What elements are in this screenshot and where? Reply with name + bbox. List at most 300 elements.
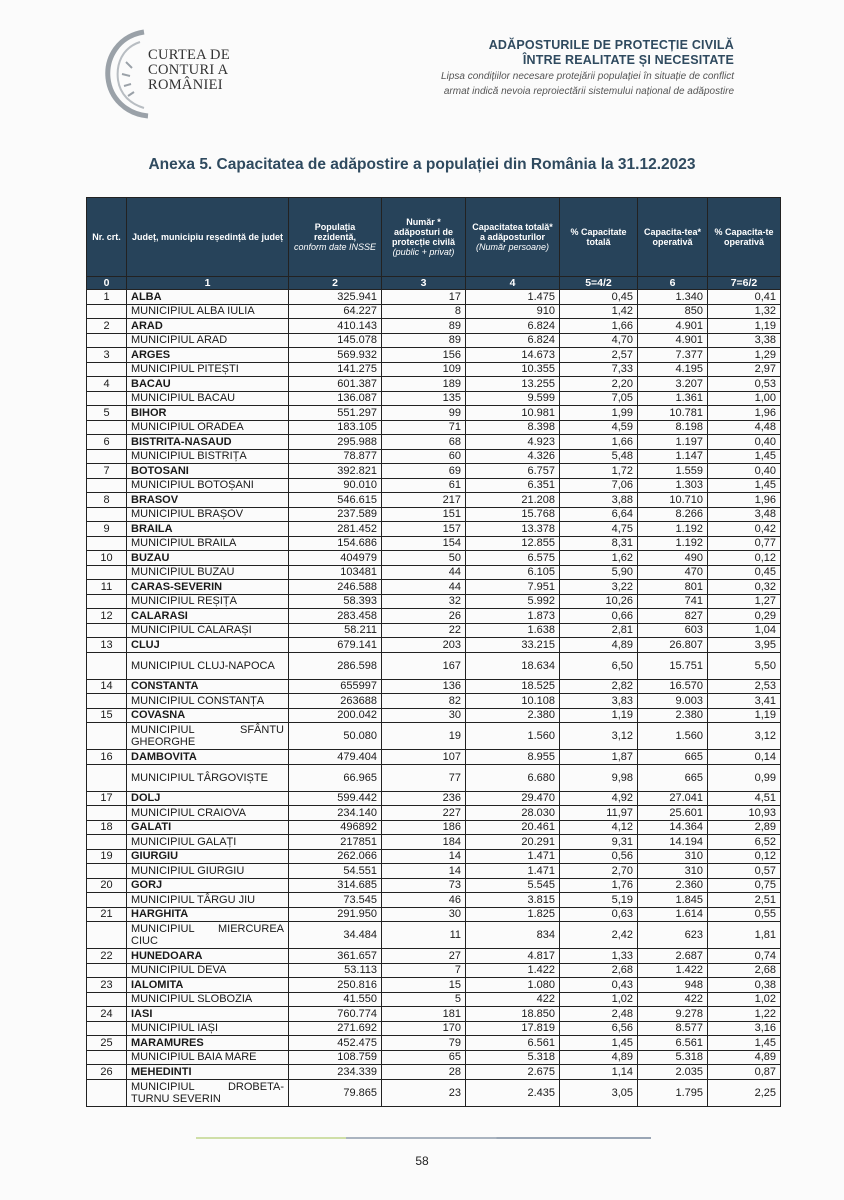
operative-capacity-percent-cell: 0,42 bbox=[708, 522, 781, 537]
operative-capacity-cell: 623 bbox=[638, 922, 708, 949]
county-row bbox=[87, 708, 781, 723]
operative-capacity-percent-cell: 1,04 bbox=[708, 623, 781, 638]
unit-name-cell: MUNICIPIUL SLOBOZIA bbox=[127, 992, 289, 1007]
footer-divider bbox=[196, 1137, 651, 1139]
operative-capacity-cell: 10.710 bbox=[638, 493, 708, 508]
total-capacity-cell: 2.675 bbox=[466, 1065, 560, 1080]
population-cell: 145.078 bbox=[289, 333, 382, 348]
total-capacity-cell: 10.108 bbox=[466, 694, 560, 709]
population-cell: 58.393 bbox=[289, 594, 382, 609]
total-capacity-cell: 4.817 bbox=[466, 949, 560, 964]
row-number-cell bbox=[87, 963, 127, 978]
unit-name-cell: MUNICIPIUL DROBETA-TURNU SEVERIN bbox=[127, 1079, 289, 1106]
total-capacity-cell: 5.318 bbox=[466, 1050, 560, 1065]
operative-capacity-cell: 948 bbox=[638, 978, 708, 993]
total-capacity-percent-cell: 1,99 bbox=[560, 406, 638, 421]
operative-capacity-percent-cell: 0,41 bbox=[708, 290, 781, 305]
total-capacity-percent-cell: 2,68 bbox=[560, 963, 638, 978]
county-row bbox=[87, 820, 781, 835]
logo-text bbox=[148, 48, 230, 93]
operative-capacity-percent-cell: 1,19 bbox=[708, 708, 781, 723]
column-header: Populația rezidentă, conform date INSSE bbox=[289, 198, 382, 277]
total-capacity-percent-cell: 3,05 bbox=[560, 1079, 638, 1106]
municipality-row bbox=[87, 835, 781, 850]
operative-capacity-cell: 1.303 bbox=[638, 478, 708, 493]
operative-capacity-cell: 7.377 bbox=[638, 348, 708, 363]
municipality-row bbox=[87, 507, 781, 522]
unit-name-cell: MUNICIPIUL BAIA MARE bbox=[127, 1050, 289, 1065]
unit-name-cell: BIHOR bbox=[127, 406, 289, 421]
total-capacity-percent-cell: 1,66 bbox=[560, 319, 638, 334]
total-capacity-percent-cell: 0,43 bbox=[560, 978, 638, 993]
population-cell: 64.227 bbox=[289, 304, 382, 319]
shelter-count-cell: 23 bbox=[382, 1079, 466, 1106]
row-number-cell: 7 bbox=[87, 464, 127, 479]
operative-capacity-cell: 1.340 bbox=[638, 290, 708, 305]
column-header: Capacita-tea* operativă bbox=[638, 198, 708, 277]
operative-capacity-cell: 310 bbox=[638, 864, 708, 879]
total-capacity-cell: 18.634 bbox=[466, 652, 560, 679]
column-number: 0 bbox=[87, 277, 127, 290]
total-capacity-cell: 3.815 bbox=[466, 893, 560, 908]
total-capacity-percent-cell: 4,70 bbox=[560, 333, 638, 348]
report-header bbox=[441, 38, 734, 98]
row-number-cell bbox=[87, 391, 127, 406]
shelter-count-cell: 32 bbox=[382, 594, 466, 609]
total-capacity-cell: 5.545 bbox=[466, 878, 560, 893]
municipality-row bbox=[87, 333, 781, 348]
total-capacity-percent-cell: 7,33 bbox=[560, 362, 638, 377]
shelter-count-cell: 135 bbox=[382, 391, 466, 406]
unit-name-cell: DOLJ bbox=[127, 791, 289, 806]
row-number-cell: 16 bbox=[87, 750, 127, 765]
unit-name-cell: MUNICIPIUL ALBA IULIA bbox=[127, 304, 289, 319]
total-capacity-percent-cell: 1,33 bbox=[560, 949, 638, 964]
column-header: % Capacitate totală bbox=[560, 198, 638, 277]
shelter-count-cell: 109 bbox=[382, 362, 466, 377]
unit-name-cell: GIURGIU bbox=[127, 849, 289, 864]
total-capacity-cell: 6.824 bbox=[466, 319, 560, 334]
operative-capacity-cell: 1.192 bbox=[638, 522, 708, 537]
population-cell: 569.932 bbox=[289, 348, 382, 363]
total-capacity-cell: 5.992 bbox=[466, 594, 560, 609]
row-number-cell bbox=[87, 449, 127, 464]
unit-name-cell: CALARASI bbox=[127, 609, 289, 624]
unit-name-cell: BRASOV bbox=[127, 493, 289, 508]
column-header: Număr * adăposturi de protecție civilă (public + privat) bbox=[382, 198, 466, 277]
operative-capacity-percent-cell: 1,00 bbox=[708, 391, 781, 406]
county-row bbox=[87, 679, 781, 694]
total-capacity-cell: 12.855 bbox=[466, 536, 560, 551]
total-capacity-percent-cell: 6,56 bbox=[560, 1021, 638, 1036]
total-capacity-cell: 1.873 bbox=[466, 609, 560, 624]
table-header-row bbox=[87, 198, 781, 277]
row-number-cell bbox=[87, 1050, 127, 1065]
total-capacity-cell: 422 bbox=[466, 992, 560, 1007]
total-capacity-percent-cell: 2,57 bbox=[560, 348, 638, 363]
row-number-cell: 13 bbox=[87, 638, 127, 653]
row-number-cell bbox=[87, 1079, 127, 1106]
total-capacity-cell: 1.422 bbox=[466, 963, 560, 978]
total-capacity-cell: 4.923 bbox=[466, 435, 560, 450]
population-cell: 234.339 bbox=[289, 1065, 382, 1080]
total-capacity-cell: 6.351 bbox=[466, 478, 560, 493]
unit-name-cell: IASI bbox=[127, 1007, 289, 1022]
operative-capacity-cell: 827 bbox=[638, 609, 708, 624]
shelter-count-cell: 227 bbox=[382, 806, 466, 821]
operative-capacity-cell: 1.845 bbox=[638, 893, 708, 908]
operative-capacity-cell: 8.577 bbox=[638, 1021, 708, 1036]
shelter-count-cell: 189 bbox=[382, 377, 466, 392]
column-header: Capacitatea totală* a adăposturilor (Număr persoane) bbox=[466, 198, 560, 277]
operative-capacity-cell: 741 bbox=[638, 594, 708, 609]
total-capacity-percent-cell: 11,97 bbox=[560, 806, 638, 821]
operative-capacity-percent-cell: 0,74 bbox=[708, 949, 781, 964]
shelter-count-cell: 184 bbox=[382, 835, 466, 850]
shelter-count-cell: 22 bbox=[382, 623, 466, 638]
total-capacity-percent-cell: 2,70 bbox=[560, 864, 638, 879]
operative-capacity-percent-cell: 10,93 bbox=[708, 806, 781, 821]
shelter-count-cell: 89 bbox=[382, 333, 466, 348]
population-cell: 90.010 bbox=[289, 478, 382, 493]
unit-name-cell: ARAD bbox=[127, 319, 289, 334]
operative-capacity-percent-cell: 3,12 bbox=[708, 723, 781, 750]
unit-name-cell: MEHEDINTI bbox=[127, 1065, 289, 1080]
unit-name-cell: MUNICIPIUL CONSTANȚA bbox=[127, 694, 289, 709]
population-cell: 410.143 bbox=[289, 319, 382, 334]
shelter-count-cell: 157 bbox=[382, 522, 466, 537]
population-cell: 281.452 bbox=[289, 522, 382, 537]
unit-name-cell: MUNICIPIUL CLUJ-NAPOCA bbox=[127, 652, 289, 679]
annex-title: Anexa 5. Capacitatea de adăpostire a populației din România la 31.12.2023 bbox=[148, 156, 696, 173]
county-row bbox=[87, 978, 781, 993]
municipality-row bbox=[87, 304, 781, 319]
population-cell: 286.598 bbox=[289, 652, 382, 679]
operative-capacity-percent-cell: 4,89 bbox=[708, 1050, 781, 1065]
total-capacity-cell: 6.680 bbox=[466, 764, 560, 791]
shelter-count-cell: 14 bbox=[382, 864, 466, 879]
total-capacity-cell: 1.638 bbox=[466, 623, 560, 638]
total-capacity-cell: 20.461 bbox=[466, 820, 560, 835]
total-capacity-percent-cell: 4,89 bbox=[560, 638, 638, 653]
total-capacity-percent-cell: 2,48 bbox=[560, 1007, 638, 1022]
population-cell: 53.113 bbox=[289, 963, 382, 978]
shelter-count-cell: 236 bbox=[382, 791, 466, 806]
operative-capacity-percent-cell: 0,75 bbox=[708, 878, 781, 893]
population-cell: 58.211 bbox=[289, 623, 382, 638]
column-number: 1 bbox=[127, 277, 289, 290]
operative-capacity-percent-cell: 0,57 bbox=[708, 864, 781, 879]
population-cell: 546.615 bbox=[289, 493, 382, 508]
row-number-cell: 25 bbox=[87, 1036, 127, 1051]
unit-name-cell: MUNICIPIUL REȘIȚA bbox=[127, 594, 289, 609]
operative-capacity-percent-cell: 1,29 bbox=[708, 348, 781, 363]
total-capacity-percent-cell: 6,50 bbox=[560, 652, 638, 679]
row-number-cell: 19 bbox=[87, 849, 127, 864]
shelter-count-cell: 186 bbox=[382, 820, 466, 835]
total-capacity-cell: 13.255 bbox=[466, 377, 560, 392]
operative-capacity-percent-cell: 2,97 bbox=[708, 362, 781, 377]
shelter-count-cell: 27 bbox=[382, 949, 466, 964]
total-capacity-cell: 29.470 bbox=[466, 791, 560, 806]
total-capacity-percent-cell: 3,83 bbox=[560, 694, 638, 709]
table-body bbox=[87, 290, 781, 1107]
unit-name-cell: BISTRITA-NASAUD bbox=[127, 435, 289, 450]
total-capacity-cell: 834 bbox=[466, 922, 560, 949]
row-number-cell: 10 bbox=[87, 551, 127, 566]
unit-name-cell: CARAS-SEVERIN bbox=[127, 580, 289, 595]
operative-capacity-cell: 1.795 bbox=[638, 1079, 708, 1106]
total-capacity-percent-cell: 5,90 bbox=[560, 565, 638, 580]
county-row bbox=[87, 609, 781, 624]
total-capacity-percent-cell: 1,02 bbox=[560, 992, 638, 1007]
shelter-count-cell: 181 bbox=[382, 1007, 466, 1022]
total-capacity-percent-cell: 5,48 bbox=[560, 449, 638, 464]
municipality-row bbox=[87, 893, 781, 908]
shelter-count-cell: 28 bbox=[382, 1065, 466, 1080]
shelter-count-cell: 217 bbox=[382, 493, 466, 508]
operative-capacity-percent-cell: 0,99 bbox=[708, 764, 781, 791]
population-cell: 78.877 bbox=[289, 449, 382, 464]
unit-name-cell: MUNICIPIUL GALAȚI bbox=[127, 835, 289, 850]
unit-name-cell: IALOMITA bbox=[127, 978, 289, 993]
unit-name-cell: MUNICIPIUL ARAD bbox=[127, 333, 289, 348]
operative-capacity-percent-cell: 4,48 bbox=[708, 420, 781, 435]
operative-capacity-percent-cell: 1,32 bbox=[708, 304, 781, 319]
total-capacity-percent-cell: 3,12 bbox=[560, 723, 638, 750]
total-capacity-cell: 10.355 bbox=[466, 362, 560, 377]
unit-name-cell: GALATI bbox=[127, 820, 289, 835]
operative-capacity-percent-cell: 1,96 bbox=[708, 493, 781, 508]
shelter-count-cell: 30 bbox=[382, 708, 466, 723]
population-cell: 404979 bbox=[289, 551, 382, 566]
county-row bbox=[87, 1036, 781, 1051]
total-capacity-cell: 4.326 bbox=[466, 449, 560, 464]
unit-name-cell: CLUJ bbox=[127, 638, 289, 653]
operative-capacity-cell: 422 bbox=[638, 992, 708, 1007]
county-row bbox=[87, 377, 781, 392]
total-capacity-cell: 7.951 bbox=[466, 580, 560, 595]
municipality-row bbox=[87, 478, 781, 493]
total-capacity-percent-cell: 4,59 bbox=[560, 420, 638, 435]
county-row bbox=[87, 522, 781, 537]
operative-capacity-cell: 4.901 bbox=[638, 333, 708, 348]
total-capacity-cell: 1.471 bbox=[466, 849, 560, 864]
operative-capacity-cell: 2.360 bbox=[638, 878, 708, 893]
total-capacity-percent-cell: 1,62 bbox=[560, 551, 638, 566]
operative-capacity-percent-cell: 2,25 bbox=[708, 1079, 781, 1106]
operative-capacity-percent-cell: 0,40 bbox=[708, 435, 781, 450]
unit-name-cell: BUZAU bbox=[127, 551, 289, 566]
operative-capacity-percent-cell: 0,32 bbox=[708, 580, 781, 595]
population-cell: 237.589 bbox=[289, 507, 382, 522]
municipality-row bbox=[87, 723, 781, 750]
municipality-row bbox=[87, 806, 781, 821]
shelter-count-cell: 136 bbox=[382, 679, 466, 694]
total-capacity-percent-cell: 1,87 bbox=[560, 750, 638, 765]
population-cell: 234.140 bbox=[289, 806, 382, 821]
row-number-cell: 2 bbox=[87, 319, 127, 334]
population-cell: 246.588 bbox=[289, 580, 382, 595]
row-number-cell bbox=[87, 992, 127, 1007]
operative-capacity-percent-cell: 3,38 bbox=[708, 333, 781, 348]
population-cell: 291.950 bbox=[289, 907, 382, 922]
shelter-count-cell: 26 bbox=[382, 609, 466, 624]
total-capacity-cell: 6.757 bbox=[466, 464, 560, 479]
total-capacity-cell: 14.673 bbox=[466, 348, 560, 363]
total-capacity-cell: 2.435 bbox=[466, 1079, 560, 1106]
shelter-count-cell: 19 bbox=[382, 723, 466, 750]
municipality-row bbox=[87, 536, 781, 551]
column-number: 2 bbox=[289, 277, 382, 290]
county-row bbox=[87, 348, 781, 363]
population-cell: 392.821 bbox=[289, 464, 382, 479]
row-number-cell bbox=[87, 835, 127, 850]
municipality-row bbox=[87, 420, 781, 435]
operative-capacity-cell: 5.318 bbox=[638, 1050, 708, 1065]
total-capacity-percent-cell: 9,98 bbox=[560, 764, 638, 791]
column-header: % Capacita-te operativă bbox=[708, 198, 781, 277]
municipality-row bbox=[87, 362, 781, 377]
operative-capacity-percent-cell: 0,38 bbox=[708, 978, 781, 993]
population-cell: 54.551 bbox=[289, 864, 382, 879]
unit-name-cell: DAMBOVITA bbox=[127, 750, 289, 765]
total-capacity-percent-cell: 7,06 bbox=[560, 478, 638, 493]
operative-capacity-cell: 665 bbox=[638, 750, 708, 765]
row-number-cell bbox=[87, 652, 127, 679]
total-capacity-percent-cell: 1,42 bbox=[560, 304, 638, 319]
total-capacity-percent-cell: 7,05 bbox=[560, 391, 638, 406]
population-cell: 136.087 bbox=[289, 391, 382, 406]
county-row bbox=[87, 949, 781, 964]
row-number-cell: 6 bbox=[87, 435, 127, 450]
operative-capacity-percent-cell: 3,95 bbox=[708, 638, 781, 653]
county-row bbox=[87, 319, 781, 334]
unit-name-cell: GORJ bbox=[127, 878, 289, 893]
total-capacity-cell: 6.824 bbox=[466, 333, 560, 348]
column-number-row bbox=[87, 277, 781, 290]
report-subtitle-line-1: Lipsa condițiilor necesare protejării populației în situație de conflict bbox=[441, 71, 734, 82]
total-capacity-percent-cell: 1,66 bbox=[560, 435, 638, 450]
municipality-row bbox=[87, 594, 781, 609]
row-number-cell: 9 bbox=[87, 522, 127, 537]
shelter-count-cell: 14 bbox=[382, 849, 466, 864]
operative-capacity-percent-cell: 0,12 bbox=[708, 551, 781, 566]
operative-capacity-percent-cell: 0,12 bbox=[708, 849, 781, 864]
county-row bbox=[87, 493, 781, 508]
shelter-count-cell: 99 bbox=[382, 406, 466, 421]
row-number-cell bbox=[87, 536, 127, 551]
row-number-cell: 15 bbox=[87, 708, 127, 723]
operative-capacity-percent-cell: 3,16 bbox=[708, 1021, 781, 1036]
total-capacity-percent-cell: 1,19 bbox=[560, 708, 638, 723]
population-cell: 73.545 bbox=[289, 893, 382, 908]
unit-name-cell: MUNICIPIUL MIERCUREA CIUC bbox=[127, 922, 289, 949]
population-cell: 271.692 bbox=[289, 1021, 382, 1036]
operative-capacity-cell: 16.570 bbox=[638, 679, 708, 694]
municipality-row bbox=[87, 1050, 781, 1065]
operative-capacity-cell: 8.266 bbox=[638, 507, 708, 522]
row-number-cell bbox=[87, 806, 127, 821]
row-number-cell bbox=[87, 333, 127, 348]
operative-capacity-percent-cell: 1,22 bbox=[708, 1007, 781, 1022]
total-capacity-cell: 910 bbox=[466, 304, 560, 319]
operative-capacity-cell: 470 bbox=[638, 565, 708, 580]
operative-capacity-cell: 1.192 bbox=[638, 536, 708, 551]
county-row bbox=[87, 907, 781, 922]
shelter-count-cell: 107 bbox=[382, 750, 466, 765]
unit-name-cell: MUNICIPIUL TÂRGU JIU bbox=[127, 893, 289, 908]
row-number-cell: 24 bbox=[87, 1007, 127, 1022]
operative-capacity-cell: 1.560 bbox=[638, 723, 708, 750]
operative-capacity-cell: 2.035 bbox=[638, 1065, 708, 1080]
population-cell: 263688 bbox=[289, 694, 382, 709]
total-capacity-cell: 6.575 bbox=[466, 551, 560, 566]
unit-name-cell: MUNICIPIUL BOTOȘANI bbox=[127, 478, 289, 493]
operative-capacity-cell: 1.147 bbox=[638, 449, 708, 464]
operative-capacity-percent-cell: 3,41 bbox=[708, 694, 781, 709]
operative-capacity-percent-cell: 1,81 bbox=[708, 922, 781, 949]
column-number: 6 bbox=[638, 277, 708, 290]
population-cell: 295.988 bbox=[289, 435, 382, 450]
shelter-count-cell: 46 bbox=[382, 893, 466, 908]
municipality-row bbox=[87, 992, 781, 1007]
total-capacity-percent-cell: 3,88 bbox=[560, 493, 638, 508]
county-row bbox=[87, 638, 781, 653]
row-number-cell: 21 bbox=[87, 907, 127, 922]
population-cell: 34.484 bbox=[289, 922, 382, 949]
unit-name-cell: MUNICIPIUL SFÂNTU GHEORGHE bbox=[127, 723, 289, 750]
operative-capacity-cell: 6.561 bbox=[638, 1036, 708, 1051]
total-capacity-percent-cell: 8,31 bbox=[560, 536, 638, 551]
row-number-cell: 11 bbox=[87, 580, 127, 595]
operative-capacity-cell: 3.207 bbox=[638, 377, 708, 392]
operative-capacity-cell: 1.197 bbox=[638, 435, 708, 450]
unit-name-cell: MUNICIPIUL TÂRGOVIȘTE bbox=[127, 764, 289, 791]
unit-name-cell: MUNICIPIUL PITEȘTI bbox=[127, 362, 289, 377]
row-number-cell bbox=[87, 362, 127, 377]
operative-capacity-percent-cell: 0,14 bbox=[708, 750, 781, 765]
shelter-count-cell: 44 bbox=[382, 565, 466, 580]
row-number-cell bbox=[87, 922, 127, 949]
operative-capacity-percent-cell: 5,50 bbox=[708, 652, 781, 679]
total-capacity-cell: 1.475 bbox=[466, 290, 560, 305]
operative-capacity-percent-cell: 6,52 bbox=[708, 835, 781, 850]
unit-name-cell: BRAILA bbox=[127, 522, 289, 537]
total-capacity-cell: 18.850 bbox=[466, 1007, 560, 1022]
column-number: 4 bbox=[466, 277, 560, 290]
operative-capacity-cell: 2.687 bbox=[638, 949, 708, 964]
unit-name-cell: MUNICIPIUL CRAIOVA bbox=[127, 806, 289, 821]
total-capacity-percent-cell: 1,45 bbox=[560, 1036, 638, 1051]
total-capacity-cell: 1.825 bbox=[466, 907, 560, 922]
unit-name-cell: BACAU bbox=[127, 377, 289, 392]
total-capacity-percent-cell: 2,20 bbox=[560, 377, 638, 392]
total-capacity-cell: 10.981 bbox=[466, 406, 560, 421]
total-capacity-percent-cell: 2,42 bbox=[560, 922, 638, 949]
unit-name-cell: MUNICIPIUL IAȘI bbox=[127, 1021, 289, 1036]
row-number-cell: 20 bbox=[87, 878, 127, 893]
operative-capacity-cell: 9.003 bbox=[638, 694, 708, 709]
county-row bbox=[87, 406, 781, 421]
total-capacity-cell: 18.525 bbox=[466, 679, 560, 694]
unit-name-cell: HUNEDOARA bbox=[127, 949, 289, 964]
logo-line-3: ROMÂNIEI bbox=[148, 77, 223, 93]
operative-capacity-cell: 801 bbox=[638, 580, 708, 595]
operative-capacity-cell: 4.195 bbox=[638, 362, 708, 377]
row-number-cell bbox=[87, 893, 127, 908]
population-cell: 361.657 bbox=[289, 949, 382, 964]
